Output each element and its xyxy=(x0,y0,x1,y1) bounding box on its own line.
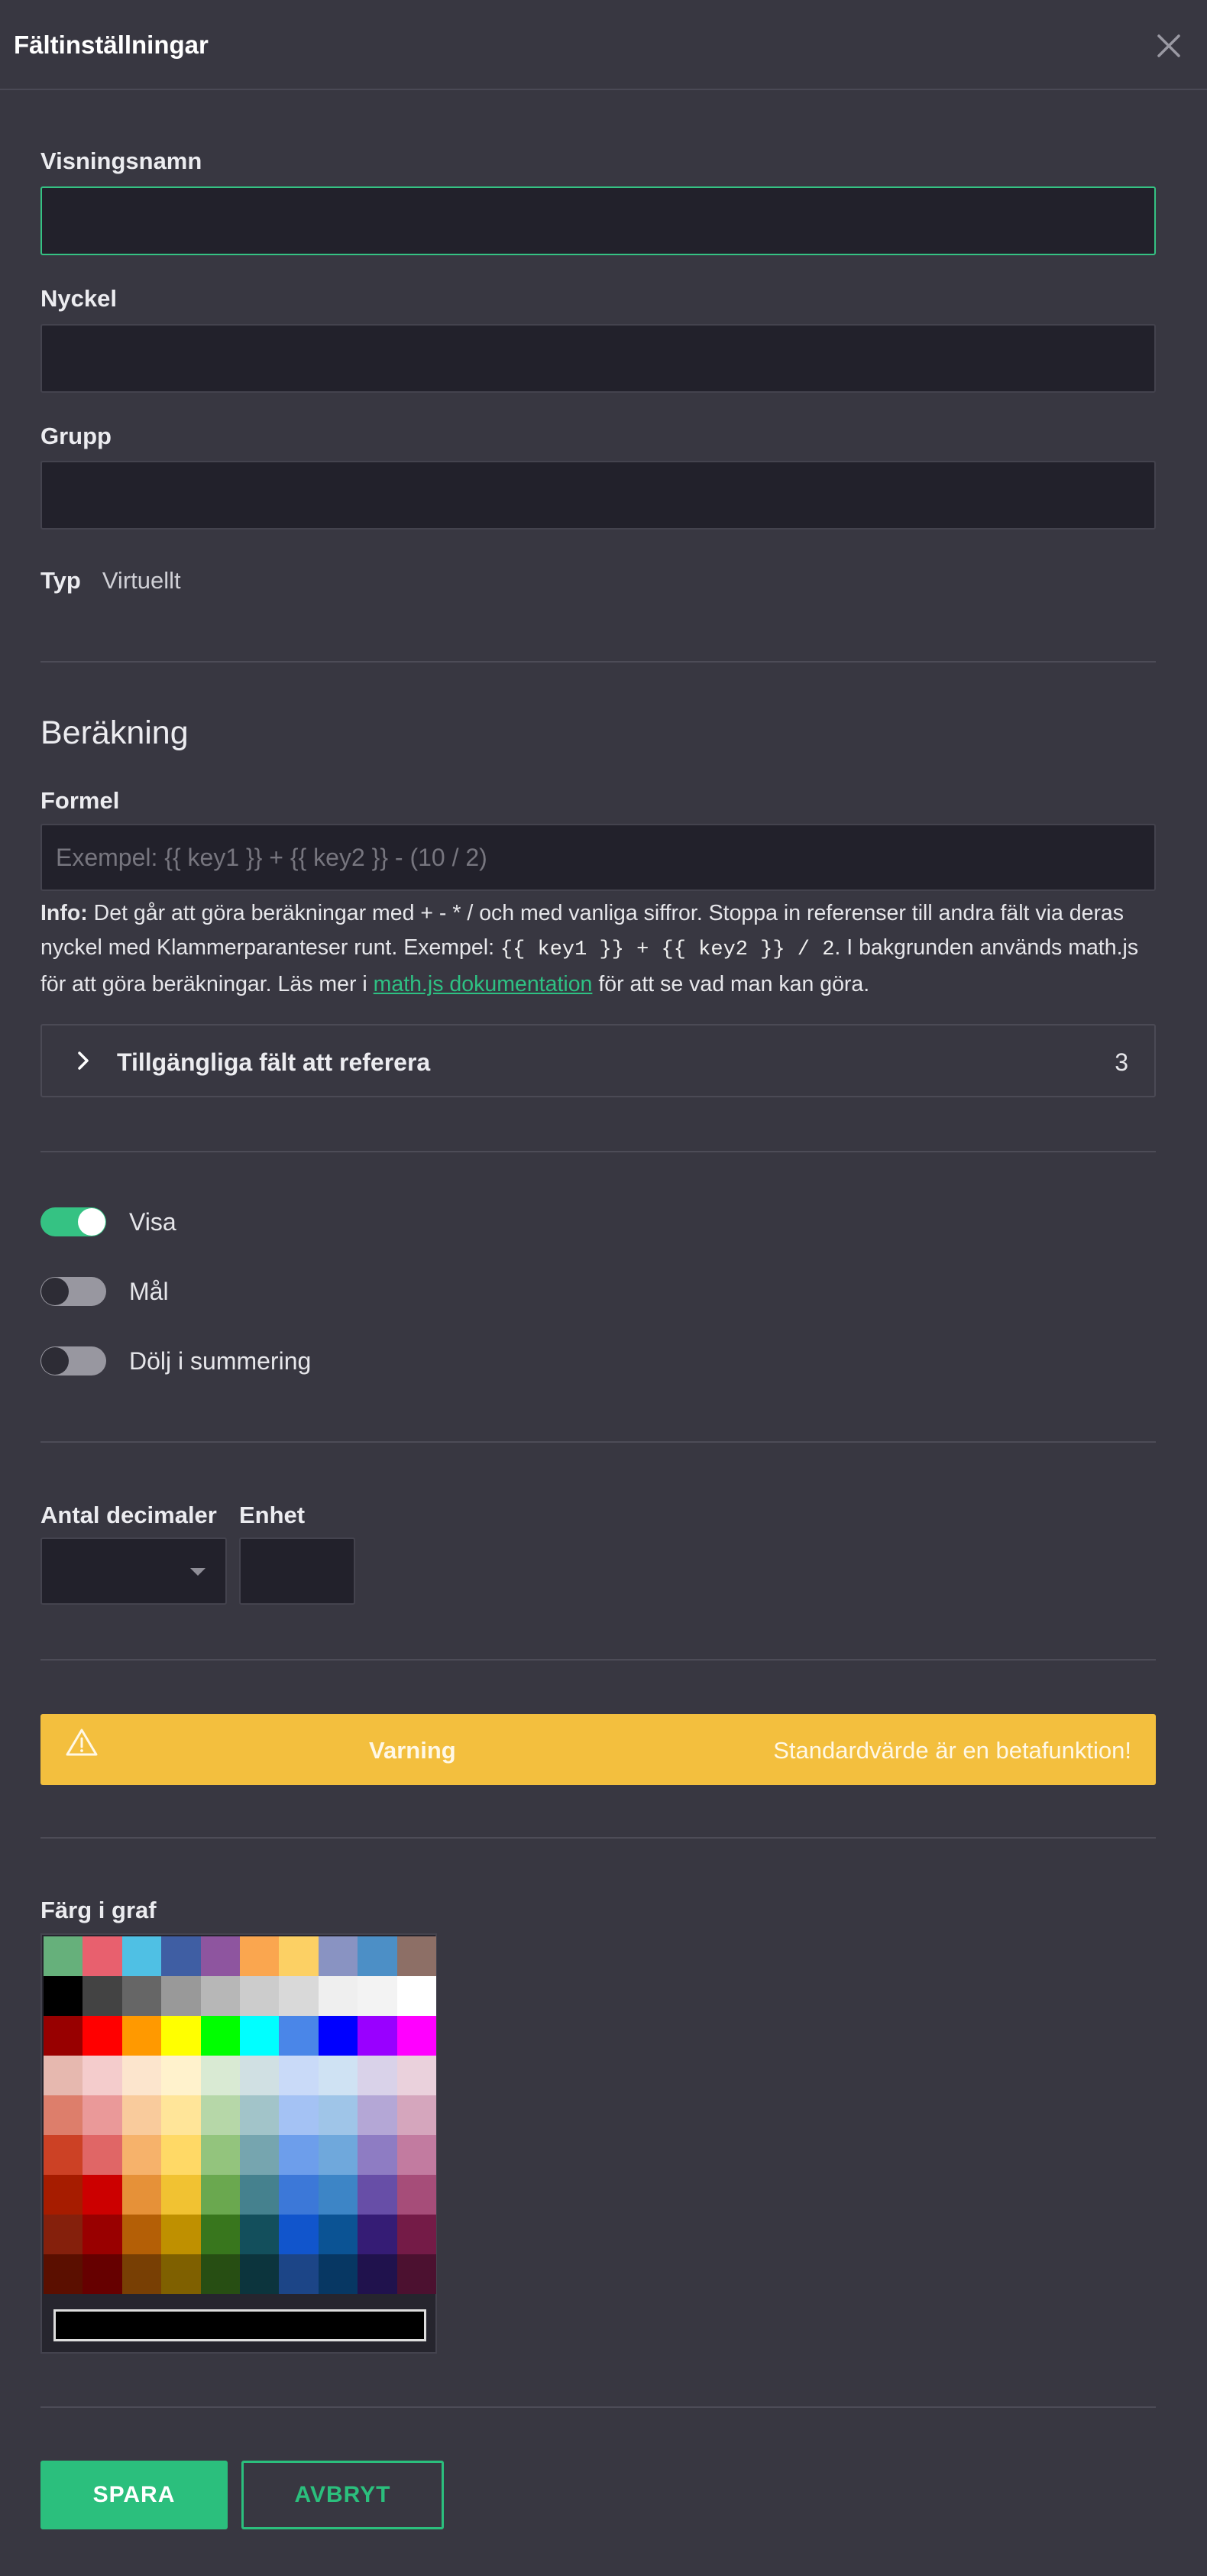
color-swatch[interactable] xyxy=(161,2056,200,2095)
color-swatch[interactable] xyxy=(240,2215,279,2254)
group-input[interactable] xyxy=(40,461,1156,530)
color-swatch[interactable] xyxy=(397,2175,436,2215)
color-swatch[interactable] xyxy=(161,1976,200,2016)
color-swatch[interactable] xyxy=(122,2016,161,2056)
key-input[interactable] xyxy=(40,324,1156,393)
display-name-label: Visningsnamn xyxy=(40,147,202,174)
color-swatch[interactable] xyxy=(83,2016,121,2056)
color-swatch[interactable] xyxy=(397,2254,436,2294)
color-swatch[interactable] xyxy=(279,1976,318,2016)
color-swatch[interactable] xyxy=(397,2135,436,2175)
color-swatch[interactable] xyxy=(83,2175,121,2215)
color-swatch[interactable] xyxy=(397,1976,436,2016)
switch-on[interactable] xyxy=(40,1207,106,1236)
color-swatch[interactable] xyxy=(122,2175,161,2215)
warning-message: Standardvärde är en betafunktion! xyxy=(773,1737,1131,1764)
color-swatch[interactable] xyxy=(397,2215,436,2254)
formula-input[interactable] xyxy=(40,824,1156,891)
formula-label: Formel xyxy=(40,787,120,814)
info-prefix: Info: xyxy=(40,901,88,925)
color-hex-input[interactable] xyxy=(53,2309,426,2341)
color-swatch[interactable] xyxy=(44,2135,83,2175)
switch-off[interactable] xyxy=(40,1346,106,1375)
color-swatch[interactable] xyxy=(279,2175,318,2215)
color-swatch[interactable] xyxy=(161,2095,200,2135)
color-swatch[interactable] xyxy=(240,1936,279,1976)
color-swatch[interactable] xyxy=(122,1976,161,2016)
color-swatch[interactable] xyxy=(201,1976,240,2016)
color-swatch[interactable] xyxy=(44,2215,83,2254)
color-palette xyxy=(40,1933,437,2354)
divider xyxy=(40,1151,1156,1152)
color-swatch[interactable] xyxy=(83,1976,121,2016)
color-swatch[interactable] xyxy=(201,1936,240,1976)
chevron-right-icon xyxy=(70,1047,97,1074)
unit-label: Enhet xyxy=(239,1502,306,1528)
divider xyxy=(40,1441,1156,1443)
divider xyxy=(40,1837,1156,1839)
color-swatch[interactable] xyxy=(319,1936,358,1976)
color-swatch[interactable] xyxy=(358,2016,396,2056)
display-name-input[interactable] xyxy=(40,186,1156,255)
color-swatch[interactable] xyxy=(122,2215,161,2254)
color-swatch[interactable] xyxy=(44,2016,83,2056)
color-swatch[interactable] xyxy=(201,2135,240,2175)
color-swatch[interactable] xyxy=(161,2175,200,2215)
color-swatch[interactable] xyxy=(358,2175,396,2215)
dialog-header xyxy=(0,0,1207,90)
color-swatch[interactable] xyxy=(279,2135,318,2175)
color-swatch[interactable] xyxy=(240,2175,279,2215)
color-swatch[interactable] xyxy=(201,2175,240,2215)
color-swatch[interactable] xyxy=(319,2135,358,2175)
color-swatch[interactable] xyxy=(240,2016,279,2056)
color-swatch[interactable] xyxy=(201,2215,240,2254)
color-swatch[interactable] xyxy=(122,2254,161,2294)
unit-input[interactable] xyxy=(239,1537,355,1605)
switch-off[interactable] xyxy=(40,1277,106,1306)
color-swatch[interactable] xyxy=(122,2095,161,2135)
warning-title: Varning xyxy=(369,1737,456,1764)
color-swatch[interactable] xyxy=(319,2016,358,2056)
color-swatch[interactable] xyxy=(44,2254,83,2294)
color-swatch[interactable] xyxy=(161,2135,200,2175)
color-swatch[interactable] xyxy=(201,2095,240,2135)
graph-color-label: Färg i graf xyxy=(40,1897,157,1923)
color-swatch[interactable] xyxy=(83,2215,121,2254)
color-swatch[interactable] xyxy=(319,2175,358,2215)
color-swatch[interactable] xyxy=(279,2254,318,2294)
formula-info xyxy=(40,896,1141,1002)
divider xyxy=(40,661,1156,663)
caret-down-icon xyxy=(189,1567,207,1577)
color-swatch[interactable] xyxy=(358,1936,396,1976)
calculation-title: Beräkning xyxy=(40,714,189,751)
close-icon[interactable] xyxy=(1152,29,1186,63)
color-swatch[interactable] xyxy=(279,2056,318,2095)
referenceable-fields-accordion[interactable] xyxy=(40,1024,1156,1097)
color-swatch[interactable] xyxy=(358,2095,396,2135)
color-swatch[interactable] xyxy=(44,2056,83,2095)
group-label: Grupp xyxy=(40,423,112,449)
color-swatch[interactable] xyxy=(319,1976,358,2016)
color-swatch[interactable] xyxy=(397,2016,436,2056)
color-swatch[interactable] xyxy=(83,2056,121,2095)
color-swatch[interactable] xyxy=(122,2056,161,2095)
color-swatch[interactable] xyxy=(279,1936,318,1976)
decimals-select[interactable] xyxy=(40,1537,227,1605)
mathjs-docs-link[interactable]: math.js dokumentation xyxy=(373,972,593,996)
color-swatch[interactable] xyxy=(358,2135,396,2175)
color-swatch[interactable] xyxy=(240,2095,279,2135)
info-text: Det går att göra beräkningar med + - * / och med vanliga siffror. Stoppa in referenser till andra fält via deras nyckel med Klammerparanteser runt. Exempel: xyxy=(40,901,1124,960)
color-swatch[interactable] xyxy=(201,2254,240,2294)
color-swatch[interactable] xyxy=(240,1976,279,2016)
toggle-label: Mål xyxy=(129,1278,169,1305)
accordion-label: Tillgängliga fält att referera xyxy=(117,1048,431,1076)
accordion-count: 3 xyxy=(1115,1048,1128,1076)
color-swatch[interactable] xyxy=(161,2254,200,2294)
color-swatch[interactable] xyxy=(319,2056,358,2095)
color-swatch[interactable] xyxy=(83,2135,121,2175)
dialog-title: Fältinställningar xyxy=(14,31,209,59)
color-swatch[interactable] xyxy=(319,2254,358,2294)
color-swatch[interactable] xyxy=(358,1976,396,2016)
divider xyxy=(40,2406,1156,2408)
key-label: Nyckel xyxy=(40,285,117,312)
type-label: Typ xyxy=(40,567,81,594)
color-swatch[interactable] xyxy=(240,2254,279,2294)
info-text: . I bakgrunden används math.js för att göra beräkningar. Läs mer i xyxy=(40,935,1139,996)
color-swatch[interactable] xyxy=(83,2254,121,2294)
color-swatch[interactable] xyxy=(44,2175,83,2215)
color-swatch[interactable] xyxy=(397,2056,436,2095)
color-swatch[interactable] xyxy=(161,2215,200,2254)
info-text: för att se vad man kan göra. xyxy=(592,972,870,996)
color-swatch[interactable] xyxy=(44,1936,83,1976)
color-swatch[interactable] xyxy=(240,2056,279,2095)
color-swatch[interactable] xyxy=(358,2254,396,2294)
beta-warning-banner xyxy=(40,1714,1156,1785)
color-swatch[interactable] xyxy=(319,2095,358,2135)
color-swatch-grid xyxy=(44,1936,436,2294)
color-swatch[interactable] xyxy=(358,2215,396,2254)
toggle-label: Visa xyxy=(129,1208,176,1236)
color-swatch[interactable] xyxy=(161,1936,200,1976)
info-code-example: {{ key1 }} + {{ key2 }} / 2 xyxy=(500,938,835,961)
color-swatch[interactable] xyxy=(201,2016,240,2056)
save-button[interactable]: SPARA xyxy=(40,2461,228,2529)
type-row xyxy=(40,567,181,595)
color-swatch[interactable] xyxy=(201,2056,240,2095)
color-swatch[interactable] xyxy=(122,2135,161,2175)
color-swatch[interactable] xyxy=(240,2135,279,2175)
color-swatch[interactable] xyxy=(44,2095,83,2135)
color-swatch[interactable] xyxy=(397,1936,436,1976)
color-swatch[interactable] xyxy=(44,1976,83,2016)
color-swatch[interactable] xyxy=(83,1936,121,1976)
color-swatch[interactable] xyxy=(122,1936,161,1976)
divider xyxy=(40,1659,1156,1661)
warning-icon xyxy=(65,1727,99,1758)
color-swatch[interactable] xyxy=(83,2095,121,2135)
toggle-label: Dölj i summering xyxy=(129,1347,312,1375)
color-swatch[interactable] xyxy=(319,2215,358,2254)
color-swatch[interactable] xyxy=(279,2016,318,2056)
color-swatch[interactable] xyxy=(397,2095,436,2135)
color-swatch[interactable] xyxy=(279,2095,318,2135)
color-swatch[interactable] xyxy=(161,2016,200,2056)
cancel-button[interactable]: AVBRYT xyxy=(241,2461,444,2529)
color-swatch[interactable] xyxy=(279,2215,318,2254)
type-value: Virtuellt xyxy=(102,567,181,594)
decimals-label: Antal decimaler xyxy=(40,1502,217,1528)
color-swatch[interactable] xyxy=(358,2056,396,2095)
